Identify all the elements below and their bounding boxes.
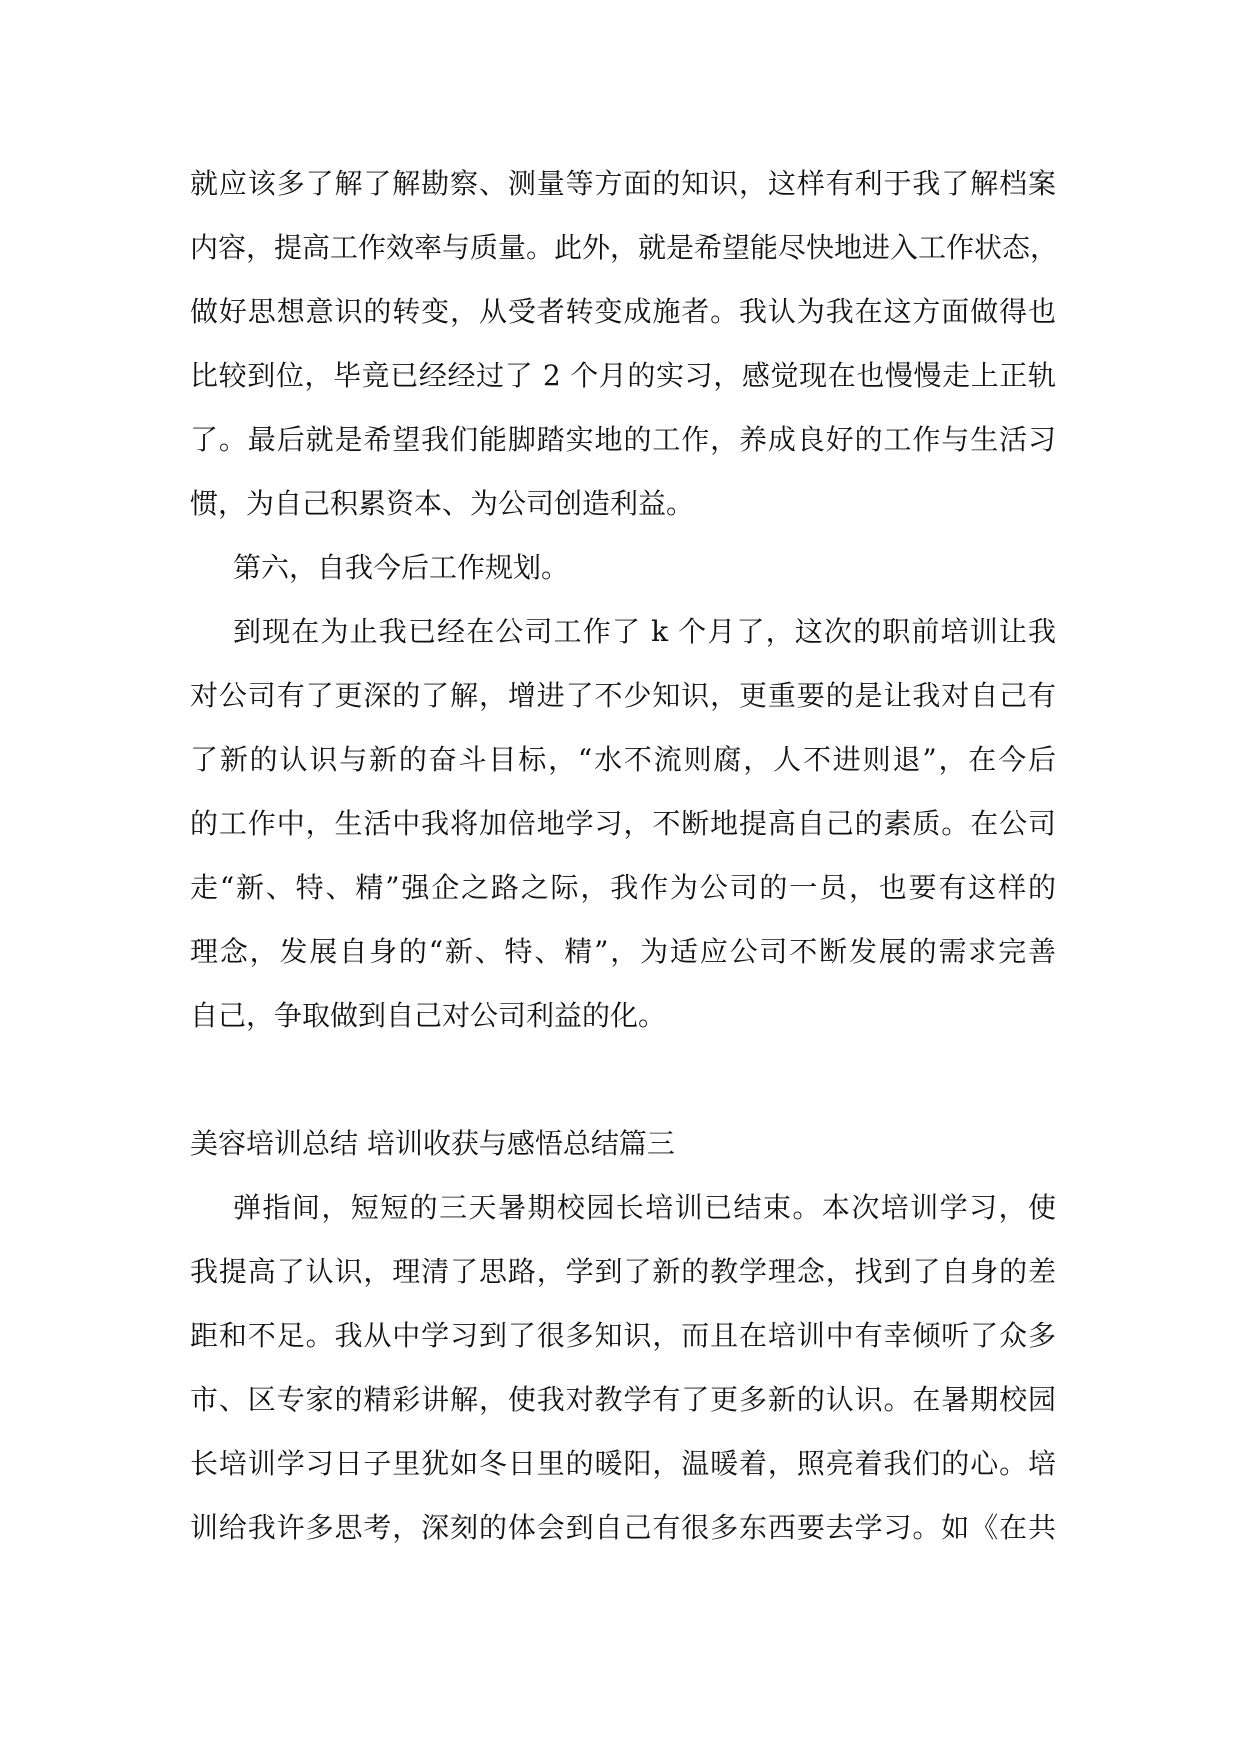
text-line: 训给我许多思考，深刻的体会到自己有很多东西要去学习。如《在共 [190,1511,1056,1544]
text-line: 惯，为自己积累资本、为公司创造利益。 [190,487,695,520]
subheading-work-plan: 第六，自我今后工作规划。 [233,551,570,584]
text-line: 距和不足。我从中学习到了很多知识，而且在培训中有幸倾听了众多 [190,1319,1056,1352]
text-line: 弹指间，短短的三天暑期校园长培训已结束。本次培训学习，使 [233,1191,1056,1224]
text-line: 对公司有了更深的了解，增进了不少知识，更重要的是让我对自己有 [190,679,1056,712]
text-line: 了。最后就是希望我们能脚踏实地的工作，养成良好的工作与生活习 [190,423,1056,456]
text-line: 理念，发展自身的“新、特、精”，为适应公司不断发展的需求完善 [190,935,1056,968]
paragraph-knowledge [190,152,1059,536]
text-line: 就应该多了解了解勘察、测量等方面的知识，这样有利于我了解档案 [190,167,1056,200]
paragraph-work-plan [190,600,1056,1048]
text-line: 到现在为止我已经在公司工作了 k 个月了，这次的职前培训让我 [233,615,1056,648]
text-line: 了新的认识与新的奋斗目标，“水不流则腐，人不进则退”，在今后 [190,743,1056,776]
text-line: 我提高了认识，理清了思路，学到了新的教学理念，找到了自身的差 [190,1255,1056,1288]
text-line: 长培训学习日子里犹如冬日里的暖阳，温暖着，照亮着我们的心。培 [190,1447,1056,1480]
text-line: 的工作中，生活中我将加倍地学习，不断地提高自己的素质。在公司 [190,807,1056,840]
text-line: 走“新、特、精”强企之路之际，我作为公司的一员，也要有这样的 [190,871,1056,904]
text-line: 自己，争取做到自己对公司利益的化。 [190,999,667,1032]
text-line: 市、区专家的精彩讲解，使我对教学有了更多新的认识。在暑期校园 [190,1383,1056,1416]
document-body [190,152,1059,1560]
section-title: 美容培训总结 培训收获与感悟总结篇三 [190,1127,675,1160]
paragraph-training-summary [190,1176,1056,1560]
text-line: 做好思想意识的转变，从受者转变成施者。我认为我在这方面做得也 [190,295,1056,328]
section-spacer [190,1048,1056,1112]
text-line: 比较到位，毕竟已经经过了 2 个月的实习，感觉现在也慢慢走上正轨 [190,359,1056,392]
text-line: 内容，提高工作效率与质量。此外，就是希望能尽快地进入工作状态， [190,231,1059,264]
